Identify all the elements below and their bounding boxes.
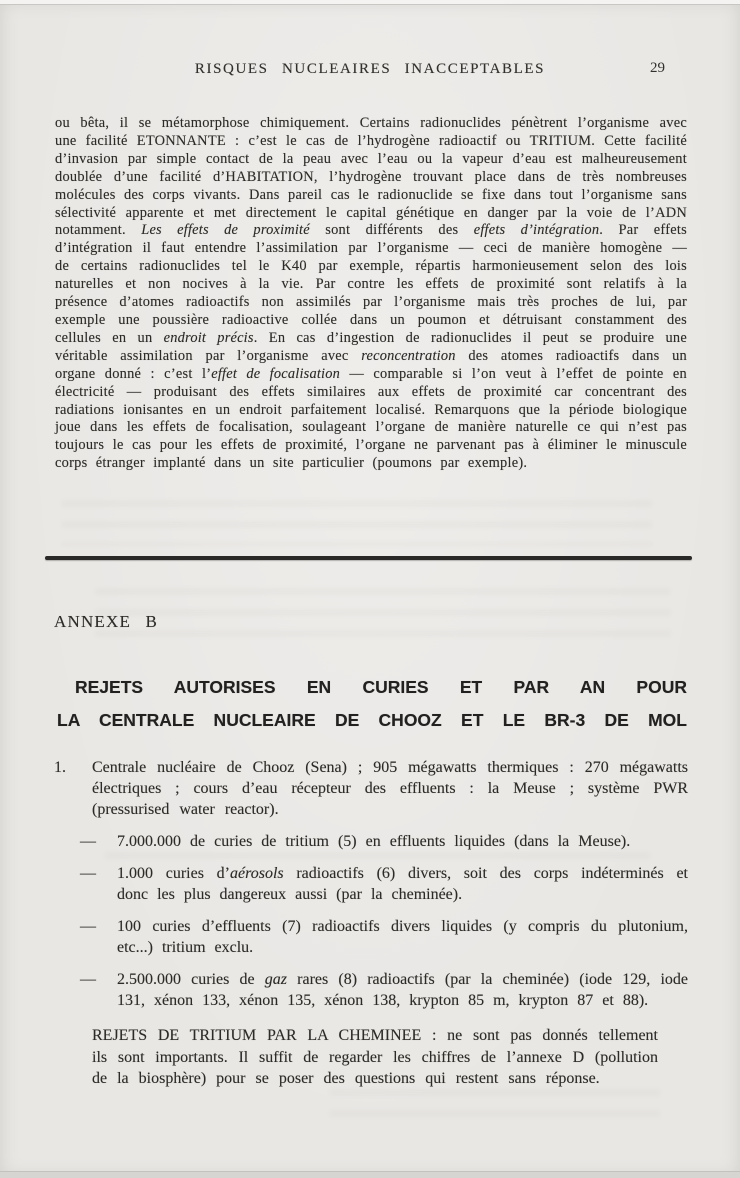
dash-marker: — — [80, 971, 96, 988]
dash-marker: — — [80, 833, 96, 850]
dash-item-tritium-liquide — [80, 831, 688, 852]
dash-marker: — — [80, 865, 96, 882]
bleed-through-artifact — [62, 500, 652, 546]
dash-item-text: 7.000.000 de curies de tritium (5) en effluents liquides (dans la Meuse). — [117, 833, 631, 850]
list-item-number: 1. — [54, 759, 66, 776]
running-title: RISQUES NUCLEAIRES INACCEPTABLES — [194, 61, 546, 77]
closing-paragraph: REJETS DE TRITIUM PAR LA CHEMINEE : ne sont pas donnés tellement ils sont importants. Il suffit de regarder les chiffres de l’annexe D (pollution de la biosphère) pour se poser des questions qui restent sans réponse. — [92, 1027, 658, 1087]
page-top-edge — [0, 0, 740, 5]
list-item-intro: Centrale nucléaire de Chooz (Sena) ; 905 mégawatts thermiques : 270 mégawatts électriques ; cours d’eau récepteur des effluents : la Meuse ; système PWR (pressurised water reactor). — [92, 759, 688, 818]
page-bottom-edge — [0, 1171, 740, 1178]
annexe-title — [57, 671, 687, 737]
body-paragraph: ou bêta, il se métamorphose chimiquement. Certains radionuclides pénètrent l’organisme avec une facilité ETONNANTE : c’est le cas de l’hydrogène radioactif ou TRITIUM. Cette facilité d’invasion par simple contact de la peau avec l’eau ou la vapeur d’eau est malheureusement doublée d’une facilité d’HABITATION, l’hydrogène trouvant place dans de très nombreuses molécules des corps vivants. Dans pareil cas le radionuclide se fixe dans tout l’organisme sans sélectivité apparente et met directement le capital génétique en danger par la voie de l’ADN notamment. Les effets de proximité sont différents des effets d’intégration. Par effets d’intégration il faut entendre l’assimilation par l’organisme — ceci de manière homogène — de certains radionuclides tel le K40 par exemple, répartis harmonieusement selon des lois naturelles et non nocives à la vie. Par contre les effets de proximité sont relatifs à la présence d’atomes radioactifs non assimilés par l’organisme mais très proches de lui, par exemple une poussière radioactive collée dans un poumon et détruisant constamment des cellules en un endroit précis. En cas d’ingestion de radionuclides il peut se produire une véritable assimilation par l’organisme avec reconcentration des atomes radioactifs dans un organe donné : c’est l’effet de focalisation — comparable si l’on veut à l’effet de pointe en électricité — produisant des effets similaires aux effets de proximité car concentrant des radiations ionisantes en un endroit parfaitement localisé. Remarquons que la période biologique joue dans les effets de focalisation, soulageant l’organe de manière naturelle ce qui n’est pas toujours le cas pour les effets de proximité, l’organe ne parvenant pas à éliminer le minuscule corps étranger implanté dans un site particulier (poumons par exemple). — [55, 115, 688, 472]
annexe-label: ANNEXE B — [54, 612, 159, 631]
annexe-title-line1: REJETS AUTORISES EN CURIES ET PAR AN POUR — [75, 677, 687, 697]
section-divider-rule — [45, 556, 692, 560]
dash-item-gaz-rares — [80, 969, 688, 1011]
dash-item-effluents — [80, 916, 688, 958]
dash-marker: — — [80, 918, 96, 935]
annexe-title-line2: LA CENTRALE NUCLEAIRE DE CHOOZ ET LE BR-3 DE MOL — [57, 710, 687, 730]
running-header — [55, 60, 685, 82]
page-number: 29 — [650, 60, 665, 76]
numbered-list — [52, 757, 688, 1090]
list-item-1 — [52, 757, 688, 820]
bleed-through-artifact — [95, 588, 670, 650]
dash-item-text: 100 curies d’effluents (7) radioactifs divers liquides (y compris du plutonium, etc...) tritium exclu. — [117, 918, 688, 956]
dash-item-aerosols — [80, 863, 688, 905]
bleed-through-artifact — [330, 1089, 660, 1129]
dash-item-text: 2.500.000 curies de gaz rares (8) radioactifs (par la cheminée) (iode 129, iode 131, xénon 133, xénon 135, xénon 138, krypton 85 m, krypton 87 et 88). — [117, 971, 688, 1009]
dash-item-text: 1.000 curies d’aérosols radioactifs (6) divers, soit des corps indéterminés et donc les plus dangereux aussi (par la cheminée). — [117, 865, 688, 903]
